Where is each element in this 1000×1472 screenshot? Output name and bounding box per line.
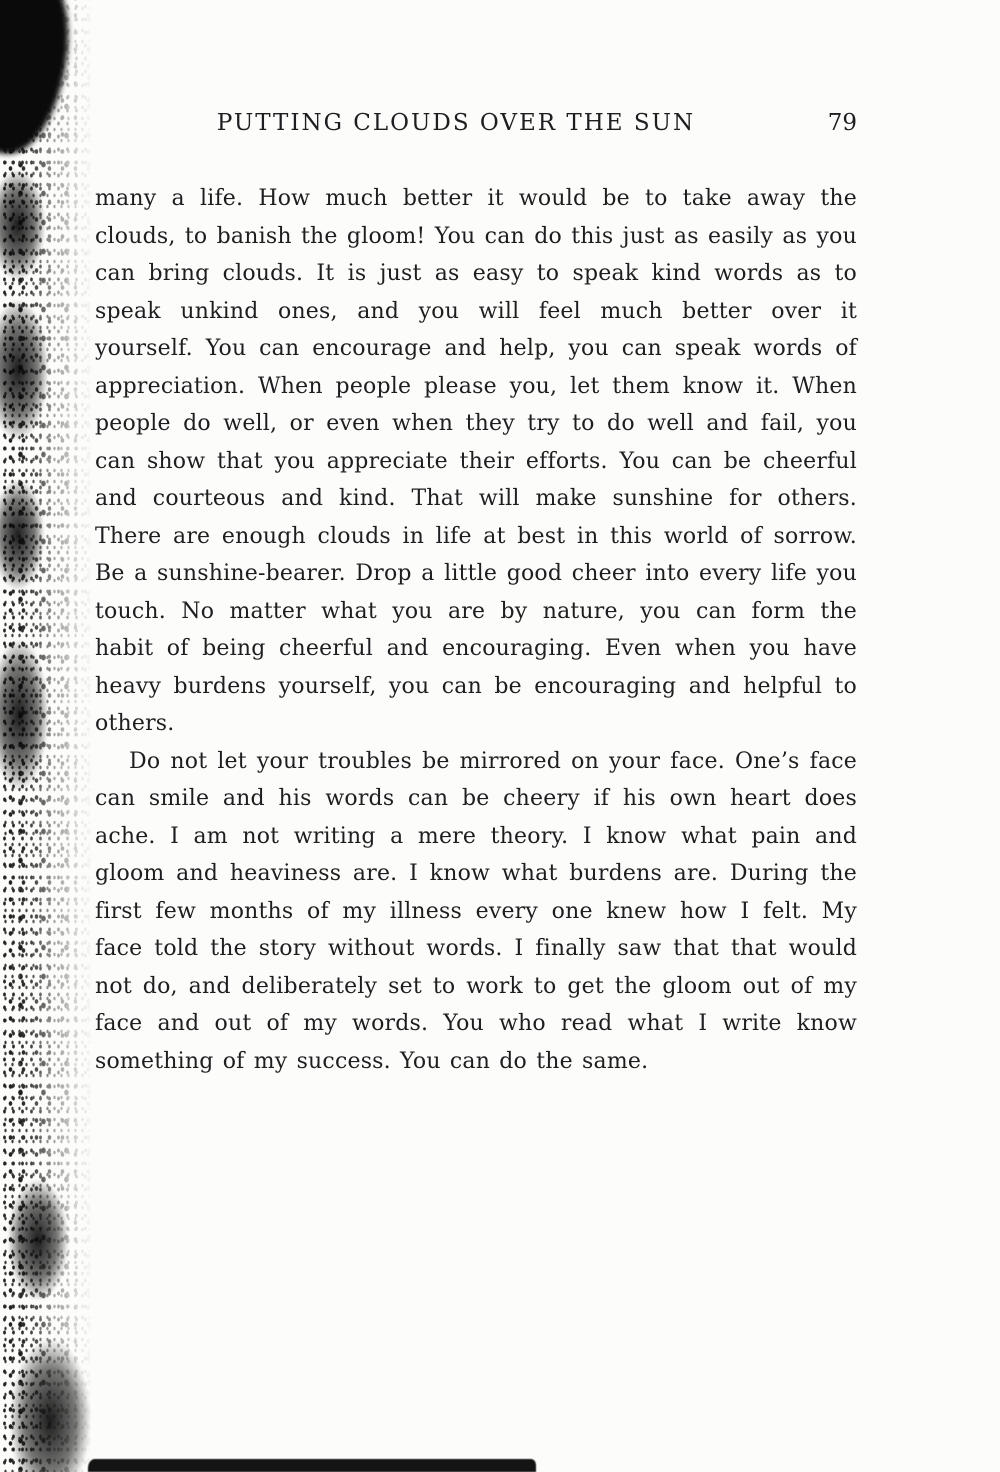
scan-smudge [8,1180,68,1300]
page-header [95,110,857,136]
page-number: 79 [827,110,857,136]
scan-smudge [0,300,48,440]
scan-smudge [10,1340,90,1472]
paragraph: many a life. How much better it would be to take away the clouds, to banish the gloom! You can do this just as easily as you can bring clouds. It is just as easy to speak kind words as to speak unkind ones, and you will feel much better over it yourself. You can encourage and help, you can speak words of appreciation. When people please you, let them know it. When people do well, or even when they try to do well and fail, you can show that you appreciate their efforts. You can be cheerful and courteous and kind. That will make sunshine for others. There are enough clouds in life at best in this world of sorrow. Be a sunshine-bearer. Drop a little good cheer into every life you touch. No matter what you are by nature, you can form the habit of being cheerful and encouraging. Even when you have heavy burdens yourself, you can be encouraging and helpful to others. [95,186,857,736]
body-text [95,180,857,1080]
scan-smudge [0,480,44,590]
paragraph: Do not let your troubles be mirrored on your face. One’s face can smile and his words can be cheery if his own heart does ache. I am not writing a mere theory. I know what pain and gloom and heaviness are. I know what burdens are. During the first few months of my illness every one knew how I felt. My face told the story without words. I finally saw that that would not do, and deliberately set to work to get the gloom out of my face and out of my words. You who read what I write know something of my success. You can do the same. [95,748,857,1074]
running-title: PUTTING CLOUDS OVER THE SUN [216,110,696,136]
scan-smudge [0,640,48,790]
scan-dark-bottom-band [88,1459,536,1472]
scan-smudge [0,170,45,280]
